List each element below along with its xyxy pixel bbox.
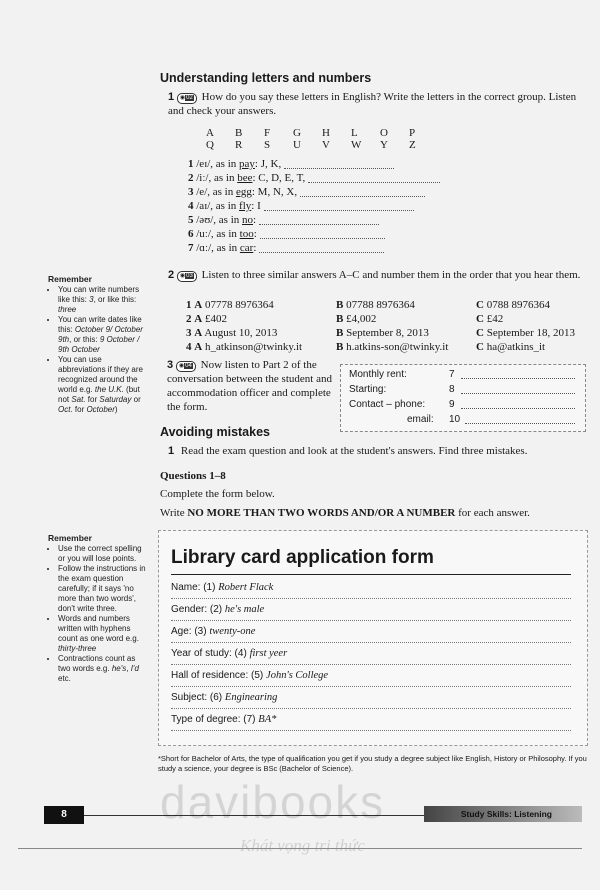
vowel-group-line: 3 /e/, as in egg: M, N, X,: [188, 186, 448, 200]
answer-blank[interactable]: [300, 187, 425, 197]
vowel-group-line: 6 /uː/, as in too:: [188, 228, 448, 242]
vowel-group-line: 4 /aɪ/, as in fly: I: [188, 200, 448, 214]
answer-blank[interactable]: [465, 414, 575, 424]
question-number: 1: [168, 91, 175, 103]
question-number: 2: [168, 269, 175, 281]
letter: Z: [409, 139, 416, 151]
cd-audio-icon: ◉03: [177, 271, 197, 282]
handwritten-answer[interactable]: first yeer: [249, 648, 288, 659]
letters-row-1: [206, 127, 438, 139]
letter: U: [293, 139, 301, 151]
accommodation-field: Contact – phone: 9: [349, 397, 585, 412]
option-a: £402: [204, 313, 227, 325]
option-c: £42: [486, 313, 504, 325]
letter: R: [235, 139, 243, 151]
footnote: *Short for Bachelor of Arts, the type of qualification you get if you study a degree subject like English, History or Philosophy. If you study a science, your degree is BSc (Bachelor of Science).: [158, 754, 587, 773]
field-label: Subject: (6): [171, 692, 223, 703]
option-a: 07778 8976364: [204, 299, 274, 311]
letter: B: [235, 127, 243, 139]
question-3: [167, 358, 337, 414]
form-field: [171, 643, 571, 665]
section-label: Study Skills: Listening: [460, 809, 552, 819]
question-text: Now listen to Part 2 of the conversation between the student and accommodation officer and complete the form.: [167, 359, 332, 413]
questions-label: Questions 1–8: [160, 470, 226, 482]
letter: S: [264, 139, 271, 151]
letter: H: [322, 127, 330, 139]
library-card-form: [158, 530, 588, 746]
letter: W: [351, 139, 362, 151]
question-1: [168, 90, 588, 118]
page-number-tab: [44, 806, 84, 824]
accommodation-field: email: 10: [349, 412, 585, 427]
remember-item: • You can use abbreviations if they are recognized around the world e.g. the U.K. (but not Sat. for Saturday or Oct. for October): [58, 355, 148, 415]
section-title-letters-numbers: Understanding letters and numbers: [160, 71, 372, 85]
option-b: h.atkins-son@twinky.it: [346, 341, 449, 353]
question-number: 1: [168, 445, 175, 457]
form-title: Library card application form: [171, 547, 434, 568]
handwritten-answer[interactable]: Robert Flack: [218, 582, 274, 593]
remember-item: • Follow the instructions in the exam question carefully; if it says 'no more than two words', don't write three.: [58, 564, 148, 614]
vowel-group-line: 2 /iː/, as in bee: C, D, E, T,: [188, 172, 448, 186]
option-b: September 8, 2013: [346, 327, 429, 339]
answer-blank[interactable]: [284, 159, 394, 169]
question-text: Read the exam question and look at the student's answers. Find three mistakes.: [180, 445, 528, 457]
answer-options-table: [186, 298, 596, 354]
answer-blank[interactable]: [308, 173, 440, 183]
question-1-avoiding: [168, 444, 588, 458]
question-text: Listen to three similar answers A–C and number them in the order that you hear them.: [201, 269, 581, 281]
option-a: August 10, 2013: [204, 327, 278, 339]
option-b: 07788 8976364: [346, 299, 415, 311]
instruction-complete: Complete the form below.: [160, 488, 275, 500]
question-text: How do you say these letters in English? Write the letters in the correct group. Listen and check your answers.: [168, 91, 577, 117]
remember-item: • Use the correct spelling or you will lose points.: [58, 544, 148, 564]
field-label: Age: (3): [171, 626, 207, 637]
letter: Y: [380, 139, 388, 151]
letter: G: [293, 127, 301, 139]
form-field: [171, 709, 571, 731]
field-label: Name: (1): [171, 582, 216, 593]
option-c: September 18, 2013: [486, 327, 575, 339]
option-b: £4,002: [346, 313, 377, 325]
remember-item: • Words and numbers written with hyphens count as one word e.g. thirty-three: [58, 614, 148, 654]
accommodation-field: Monthly rent: 7: [349, 367, 585, 382]
handwritten-answer[interactable]: BA*: [258, 714, 277, 725]
form-field: [171, 577, 571, 599]
cd-audio-icon: ◉04: [176, 361, 196, 372]
answer-row: 4 A h_atkinson@twinky.it B h.atkins-son@twinky.it C ha@atkins_it: [186, 341, 546, 353]
section-title-avoiding-mistakes: Avoiding mistakes: [160, 425, 270, 439]
section-tab: [424, 806, 582, 822]
answer-blank[interactable]: [264, 201, 414, 211]
letters-row-2: [206, 139, 438, 151]
remember-box-2: [48, 533, 148, 684]
answer-blank[interactable]: [461, 384, 575, 394]
remember-box-1: [48, 274, 148, 415]
handwritten-answer[interactable]: twenty-one: [209, 626, 256, 637]
form-title-rule: [171, 574, 571, 575]
field-label: Hall of residence: (5): [171, 670, 264, 681]
letter: O: [380, 127, 388, 139]
answer-blank[interactable]: [461, 399, 575, 409]
remember-item: • You can write dates like this: October 9/ October 9th, or this: 9 October / 9th October: [58, 315, 148, 355]
instruction-word-limit: Write NO MORE THAN TWO WORDS AND/OR A NUMBER for each answer.: [160, 507, 530, 519]
answer-blank[interactable]: [260, 229, 385, 239]
accommodation-form-box: [340, 364, 586, 432]
field-label: Gender: (2): [171, 604, 223, 615]
watermark-logo: davibooks: [160, 776, 386, 828]
answer-blank[interactable]: [259, 243, 384, 253]
form-field: [171, 599, 571, 621]
watermark-slogan: Khát vọng tri thức: [240, 836, 365, 855]
field-label: Type of degree: (7): [171, 714, 256, 725]
letter: P: [409, 127, 416, 139]
cd-audio-icon: ◉02: [177, 93, 197, 104]
remember-title: Remember: [48, 274, 92, 284]
vowel-group-line: 1 /eɪ/, as in pay: J, K,: [188, 158, 448, 172]
question-number: 3: [167, 359, 174, 371]
form-field: [171, 621, 571, 643]
remember-item: • You can write numbers like this: 3, or like this: three: [58, 285, 148, 315]
vowel-group-line: 5 /əʊ/, as in no:: [188, 214, 448, 228]
handwritten-answer[interactable]: he's male: [224, 604, 265, 615]
page-number: 8: [61, 809, 67, 820]
handwritten-answer[interactable]: Enginearing: [224, 692, 278, 703]
remember-title: Remember: [48, 533, 92, 543]
vowel-groups-list: [188, 158, 448, 256]
letter: F: [264, 127, 271, 139]
handwritten-answer[interactable]: John's College: [266, 670, 329, 681]
answer-row: 1 A 07778 8976364 B 07788 8976364 C 0788 8976364: [186, 299, 550, 311]
letter: L: [351, 127, 358, 139]
letter: Q: [206, 139, 214, 151]
form-field: [171, 665, 571, 687]
vowel-group-line: 7 /ɑː/, as in car:: [188, 242, 448, 256]
accommodation-field: Starting: 8: [349, 382, 585, 397]
question-2: [168, 268, 588, 282]
remember-item: • Contractions count as two words e.g. he's, I'd etc.: [58, 654, 148, 684]
option-c: 0788 8976364: [486, 299, 550, 311]
field-label: Year of study: (4): [171, 648, 247, 659]
option-a: h_atkinson@twinky.it: [204, 341, 303, 353]
option-c: ha@atkins_it: [486, 341, 546, 353]
answer-row: 3 A August 10, 2013 B September 8, 2013 C September 18, 2013: [186, 327, 575, 339]
bottom-rule: [18, 848, 582, 849]
form-field: [171, 687, 571, 709]
letter: V: [322, 139, 330, 151]
answer-row: 2 A £402 B £4,002 C £42: [186, 313, 504, 325]
answer-blank[interactable]: [259, 215, 379, 225]
letter: A: [206, 127, 214, 139]
answer-blank[interactable]: [461, 369, 575, 379]
